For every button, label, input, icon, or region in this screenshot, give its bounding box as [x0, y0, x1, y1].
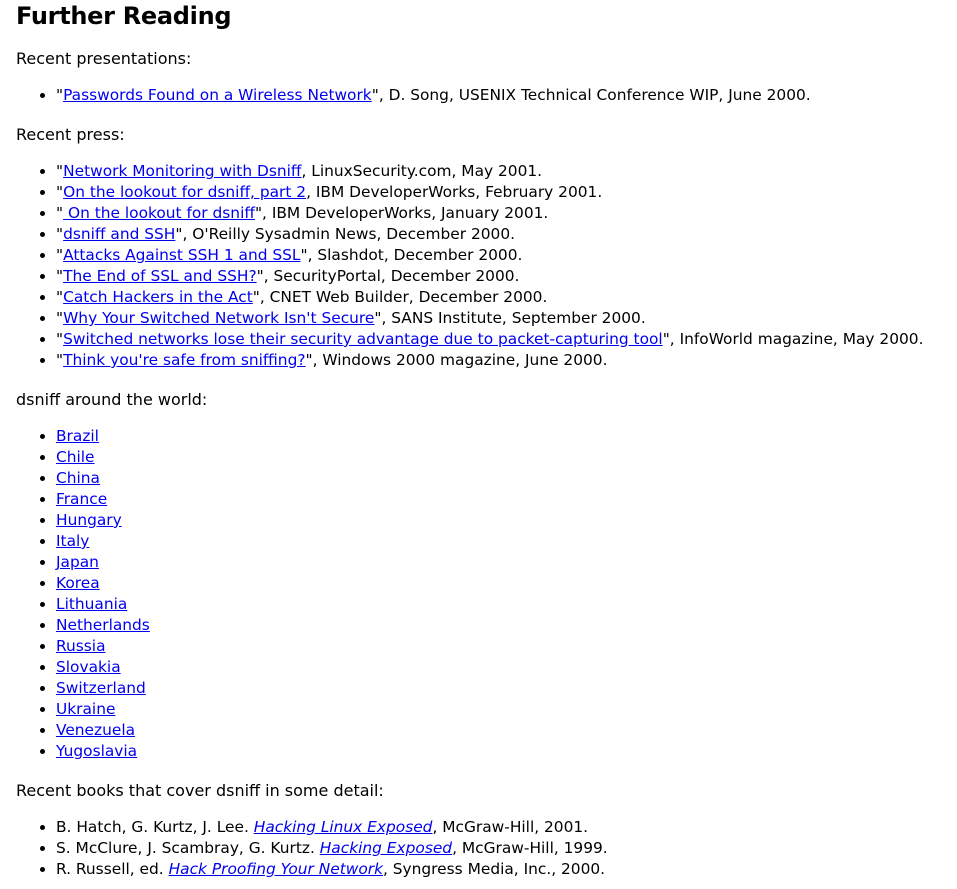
- list-item: • "Think you're safe from sniffing?", Windows 2000 magazine, June 2000.: [56, 350, 941, 371]
- list-item: [56, 741, 941, 762]
- country-link-yugoslavia[interactable]: Yugoslavia: [56, 742, 138, 760]
- press-label: Recent press:: [16, 125, 125, 144]
- list-item: [56, 510, 941, 531]
- list-item: • "Passwords Found on a Wireless Network", D. Song, USENIX Technical Conference WIP, June 2000.: [56, 85, 941, 106]
- list-item: [56, 447, 941, 468]
- list-item: [56, 615, 941, 636]
- press-details: ", CNET Web Builder, December 2000.: [252, 288, 548, 306]
- world-list: [16, 426, 941, 762]
- press-link[interactable]: Think you're safe from sniffing?: [63, 351, 306, 369]
- list-item: • "Attacks Against SSH 1 and SSL", Slashdot, December 2000.: [56, 245, 941, 266]
- press-link[interactable]: The End of SSL and SSH?: [63, 267, 257, 285]
- press-link[interactable]: Switched networks lose their security advantage due to packet-capturing tool: [63, 330, 663, 348]
- country-link-slovakia[interactable]: Slovakia: [56, 658, 121, 676]
- list-item: [56, 817, 941, 838]
- country-link-china[interactable]: China: [56, 469, 100, 487]
- list-item: • "Network Monitoring with Dsniff, LinuxSecurity.com, May 2001.: [56, 161, 941, 182]
- country-link-russia[interactable]: Russia: [56, 637, 106, 655]
- list-item: • "On the lookout for dsniff, part 2, IBM DeveloperWorks, February 2001.: [56, 182, 941, 203]
- press-link[interactable]: dsniff and SSH: [63, 225, 176, 243]
- press-details: ", IBM DeveloperWorks, January 2001.: [254, 204, 549, 222]
- country-link-italy[interactable]: Italy: [56, 532, 90, 550]
- country-link-korea[interactable]: Korea: [56, 574, 100, 592]
- list-item: [56, 838, 941, 859]
- press-details: ", O'Reilly Sysadmin News, December 2000.: [175, 225, 516, 243]
- press-list: [16, 161, 941, 371]
- country-link-hungary[interactable]: Hungary: [56, 511, 122, 529]
- list-item: [56, 699, 941, 720]
- list-item: [56, 489, 941, 510]
- country-link-japan[interactable]: Japan: [56, 553, 99, 571]
- country-link-ukraine[interactable]: Ukraine: [56, 700, 116, 718]
- country-link-brazil[interactable]: Brazil: [56, 427, 99, 445]
- country-link-venezuela[interactable]: Venezuela: [56, 721, 136, 739]
- country-link-lithuania[interactable]: Lithuania: [56, 595, 128, 613]
- book-details: , Syngress Media, Inc., 2000.: [383, 860, 606, 878]
- country-link-chile[interactable]: Chile: [56, 448, 95, 466]
- list-item: [56, 426, 941, 447]
- list-item: • "Catch Hackers in the Act", CNET Web Builder, December 2000.: [56, 287, 941, 308]
- press-link[interactable]: On the lookout for dsniff, part 2: [63, 183, 307, 201]
- press-details: ", SANS Institute, September 2000.: [374, 309, 646, 327]
- country-link-switzerland[interactable]: Switzerland: [56, 679, 146, 697]
- world-label: dsniff around the world:: [16, 390, 208, 409]
- book-title-link[interactable]: Hack Proofing Your Network: [168, 860, 383, 878]
- presentations-list: [16, 85, 941, 106]
- list-item: • "The End of SSL and SSH?", SecurityPortal, December 2000.: [56, 266, 941, 287]
- press-link[interactable]: Why Your Switched Network Isn't Secure: [63, 309, 375, 327]
- presentation-link[interactable]: Passwords Found on a Wireless Network: [63, 86, 372, 104]
- list-item: • "dsniff and SSH", O'Reilly Sysadmin News, December 2000.: [56, 224, 941, 245]
- list-item: [56, 552, 941, 573]
- presentation-details-text: , D. Song, USENIX Technical Conference WIP, June 2000.: [378, 86, 811, 104]
- list-item: [56, 594, 941, 615]
- country-link-netherlands[interactable]: Netherlands: [56, 616, 150, 634]
- books-list: [16, 817, 941, 880]
- books-label: Recent books that cover dsniff in some detail:: [16, 781, 384, 800]
- press-link[interactable]: Attacks Against SSH 1 and SSL: [63, 246, 301, 264]
- list-item: [56, 636, 941, 657]
- list-item: • "Why Your Switched Network Isn't Secure", SANS Institute, September 2000.: [56, 308, 941, 329]
- country-link-france[interactable]: France: [56, 490, 108, 508]
- list-item: [56, 657, 941, 678]
- list-item: [56, 720, 941, 741]
- book-title-link[interactable]: Hacking Linux Exposed: [253, 818, 433, 836]
- press-details: ", Windows 2000 magazine, June 2000.: [305, 351, 608, 369]
- list-item: [56, 531, 941, 552]
- press-link[interactable]: Network Monitoring with Dsniff: [63, 162, 302, 180]
- list-item: [56, 468, 941, 489]
- book-authors: R. Russell, ed.: [56, 860, 169, 878]
- press-details: ", InfoWorld magazine, May 2000.: [662, 330, 924, 348]
- list-item: • "Switched networks lose their security advantage due to packet-capturing tool", InfoWorld magazine, May 2000.: [56, 329, 941, 350]
- press-details: , LinuxSecurity.com, May 2001.: [301, 162, 543, 180]
- page-title: Further Reading: [16, 2, 232, 30]
- press-details: , IBM DeveloperWorks, February 2001.: [306, 183, 603, 201]
- book-authors: B. Hatch, G. Kurtz, J. Lee.: [56, 818, 254, 836]
- list-item: [56, 573, 941, 594]
- book-details: , McGraw-Hill, 1999.: [452, 839, 608, 857]
- press-link[interactable]: On the lookout for dsniff: [63, 204, 255, 222]
- book-details: , McGraw-Hill, 2001.: [432, 818, 589, 836]
- presentation-details: ": [371, 86, 379, 104]
- list-item: • " On the lookout for dsniff", IBM DeveloperWorks, January 2001.: [56, 203, 941, 224]
- list-item: [56, 859, 941, 880]
- press-details: ", SecurityPortal, December 2000.: [256, 267, 520, 285]
- press-details: ", Slashdot, December 2000.: [300, 246, 523, 264]
- presentations-label: Recent presentations:: [16, 49, 192, 68]
- book-authors: S. McClure, J. Scambray, G. Kurtz.: [56, 839, 320, 857]
- list-item: [56, 678, 941, 699]
- press-link[interactable]: Catch Hackers in the Act: [63, 288, 253, 306]
- book-title-link[interactable]: Hacking Exposed: [319, 839, 453, 857]
